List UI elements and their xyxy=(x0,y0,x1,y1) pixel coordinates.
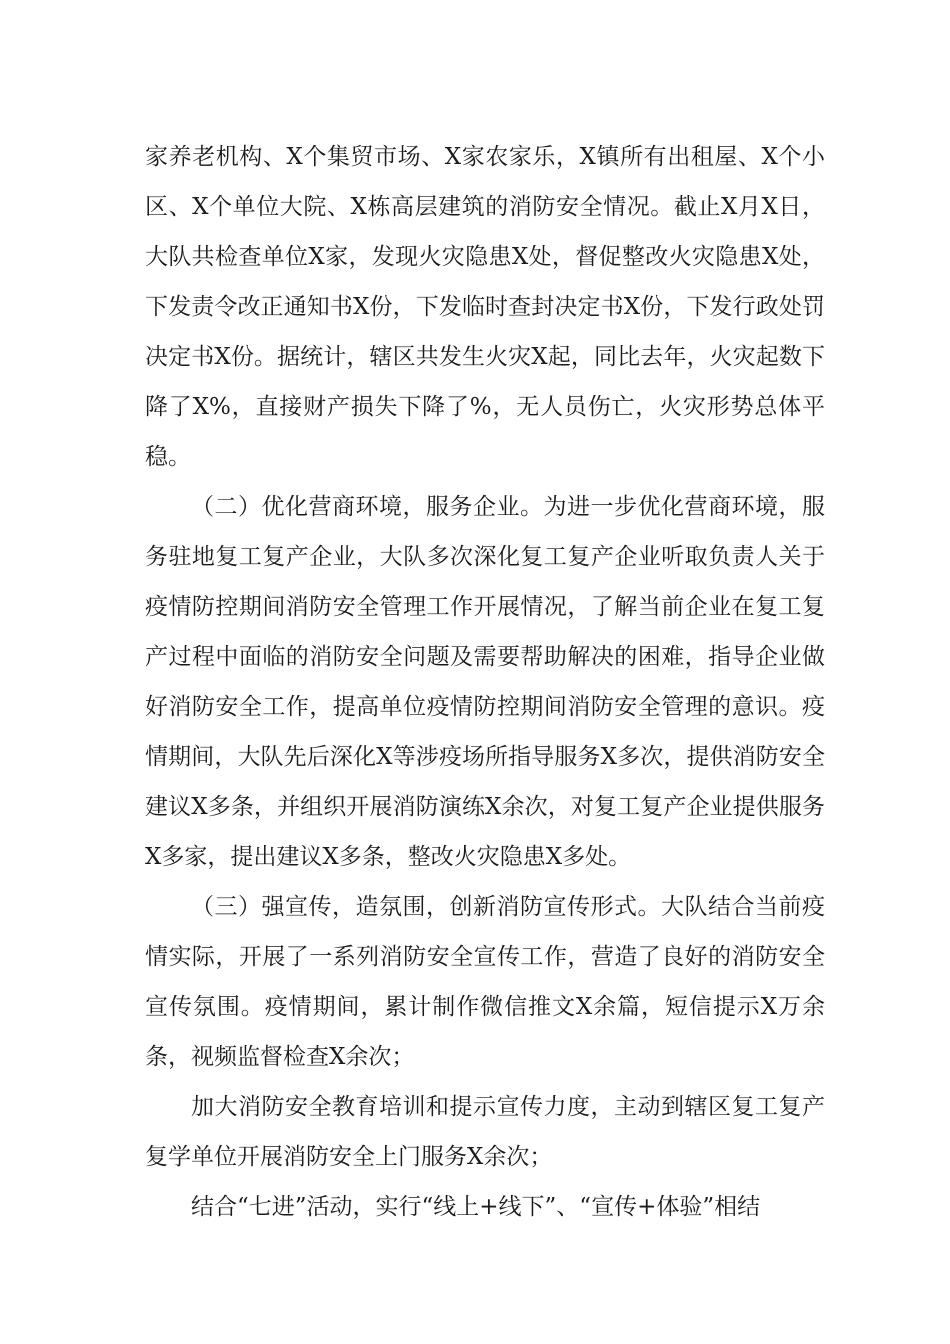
paragraph-continuation: 家养老机构、X个集贸市场、X家农家乐，X镇所有出租屋、X个小区、X个单位大院、X栋高层建筑的消防安全情况。截止X月X日，大队共检查单位X家，发现火灾隐患X处，督促整改火灾隐患X处，下发责令改正通知书X份，下发临时查封决定书X份，下发行政处罚决定书X份。据统计，辖区共发生火灾X起，同比去年，火灾起数下降了X%，直接财产损失下降了%，无人员伤亡，火灾形势总体平稳。 xyxy=(145,144,825,470)
paragraph-section-three: （三）强宣传，造氛围，创新消防宣传形式。大队结合当前疫情实际，开展了一系列消防安全宣传工作，营造了良好的消防安全宣传氛围。疫情期间，累计制作微信推文X余篇，短信提示X万余条，视频监督检查X余次； xyxy=(145,894,825,1070)
paragraph-training: 加大消防安全教育培训和提示宣传力度，主动到辖区复工复产复学单位开展消防安全上门服务X余次； xyxy=(145,1094,825,1170)
paragraph-seven-campaign: 结合“七进”活动，实行“线上+线下”、“宣传+体验”相结 xyxy=(191,1194,761,1220)
document-body xyxy=(145,132,825,1232)
paragraph-section-two: （二）优化营商环境，服务企业。为进一步优化营商环境，服务驻地复工复产企业，大队多次深化复工复产企业听取负责人关于疫情防控期间消防安全管理工作开展情况，了解当前企业在复工复产过程中面临的消防安全问题及需要帮助解决的困难，指导企业做好消防安全工作，提高单位疫情防控期间消防安全管理的意识。疫情期间，大队先后深化X等涉疫场所指导服务X多次，提供消防安全建议X多条，并组织开展消防演练X余次，对复工复产企业提供服务X多家，提出建议X多条，整改火灾隐患X多处。 xyxy=(145,494,825,870)
